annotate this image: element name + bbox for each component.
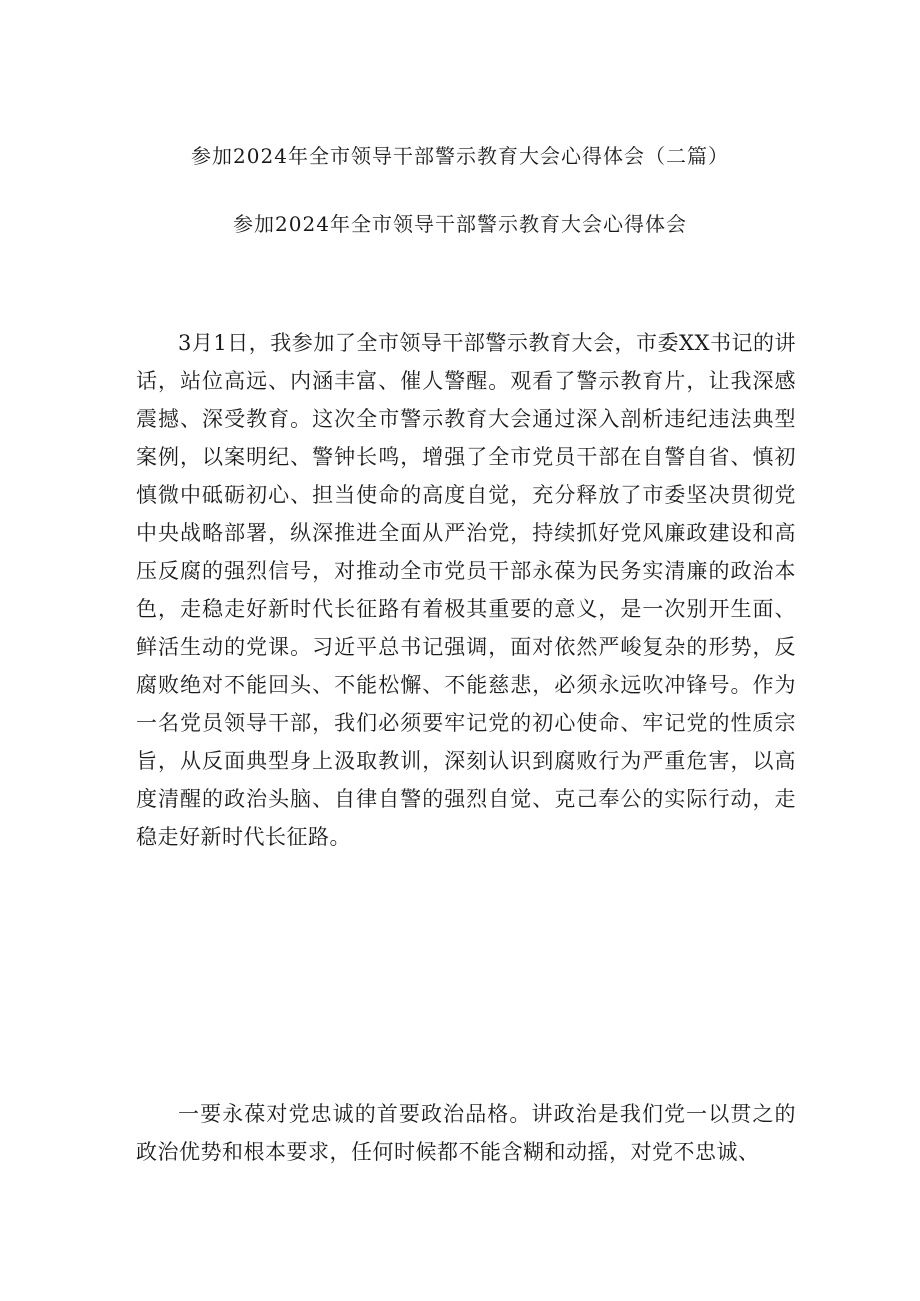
document-main-title: 参加2024年全市领导干部警示教育大会心得体会（二篇） [191, 144, 729, 168]
body-paragraph-1: 3月1日，我参加了全市领导干部警示教育大会，市委XX书记的讲话，站位高远、内涵丰富、催人警醒。观看了警示教育片，让我深感震撼、深受教育。这次全市警示教育大会通过深入剖析违纪违法典型案例，以案明纪、警钟长鸣，增强了全市党员干部在自警自省、慎初慎微中砥砺初心、担当使命的高度自觉，充分释放了市委坚决贯彻党中央战略部署，纵深推进全面从严治党，持续抓好党风廉政建设和高压反腐的强烈信号，对推动全市党员干部永葆为民务实清廉的政治本色，走稳走好新时代长征路有着极其重要的意义，是一次别开生面、鲜活生动的党课。习近平总书记强调，面对依然严峻复杂的形势，反腐败绝对不能回头、不能松懈、不能慈悲，必须永远吹冲锋号。作为一名党员领导干部，我们必须要牢记党的初心使命、牢记党的性质宗旨，从反面典型身上汲取教训，深刻认识到腐败行为严重危害，以高度清醒的政治头脑、自律自警的强烈自觉、克己奉公的实际行动，走稳走好新时代长征路。 [136, 331, 796, 849]
body-paragraph-2: 一要永葆对党忠诚的首要政治品格。讲政治是我们党一以贯之的政治优势和根本要求，任何时候都不能含糊和动摇，对党不忠诚、 [136, 1102, 796, 1164]
document-sub-title: 参加2024年全市领导干部警示教育大会心得体会 [233, 212, 687, 236]
